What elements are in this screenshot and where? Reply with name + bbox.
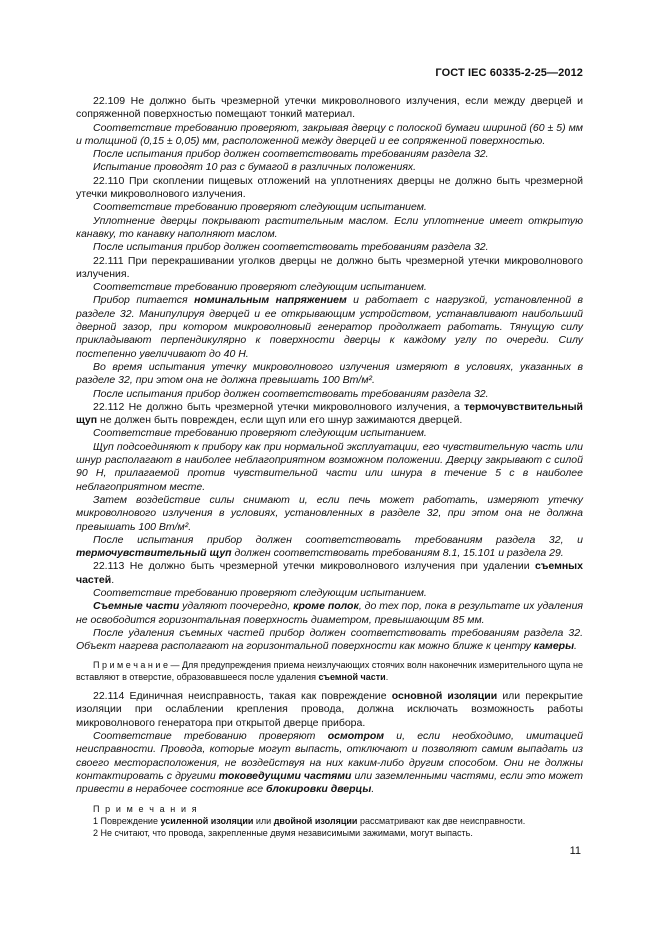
- note-item-2: 2 Не считают, что провода, закрепленные двумя независимыми зажимами, могут выпасть.: [93, 828, 473, 839]
- clause-22-113: 22.113 Не должно быть чрезмерной утечки микроволнового излучения при удалении съемных частей.: [76, 560, 583, 586]
- note-22-113: П р и м е ч а н и е — Для предупреждения приема неизлучающих стоячих волн наконечник измерительного щупа не вставляют в отверстие, образовавшееся после удаления съемной части.: [76, 660, 583, 682]
- clause-22-110-oil: Уплотнение дверцы покрывают растительным маслом. Если уплотнение имеет открытую канавку, то канавку наполняют маслом.: [76, 214, 583, 240]
- document-header: ГОСТ IEC 60335-2-25—2012: [435, 67, 583, 79]
- clause-22-114: 22.114 Единичная неисправность, такая как повреждение основной изоляции или перекрытие изоляции при ослаблении крепления провода, должна исключать возможность работы микроволнового генератора при открытой дверце прибора.: [76, 690, 584, 729]
- clause-22-112-probe: Щуп подсоединяют к прибору как при нормальной эксплуатации, его чувствительную часть или шнур располагают в наиболее неблагоприятном возможном положении. Дверцу закрывают с силой 90 Н, прилагаемой против чувствительной части или шнура в течение 5 с в наиболее неблагоприятном месте.: [76, 440, 583, 493]
- clause-22-111-check: Соответствие требованию проверяют следующим испытанием.: [93, 281, 427, 294]
- document-body: [76, 95, 583, 839]
- clause-22-111-procedure: Прибор питается номинальным напряжением и работает с нагрузкой, установленной в разделе 32. Манипулируя дверцей и ее открывающим устройством, устанавливают наибольший дверной зазор, при котором микроволновый генератор продолжает работать. Тянущую силу прикладывают перпендикулярно к поверхности дверцы к каждому углу по очереди. Силу постепенно увеличивают до 40 Н.: [76, 294, 584, 360]
- clause-22-110-after: После испытания прибор должен соответствовать требованиям раздела 32.: [93, 241, 489, 254]
- clause-22-110-check: Соответствие требованию проверяют следующим испытанием.: [93, 201, 427, 214]
- clause-22-112-check: Соответствие требованию проверяют следующим испытанием.: [93, 427, 427, 440]
- clause-22-109-after: После испытания прибор должен соответствовать требованиям раздела 32.: [93, 148, 489, 161]
- note-item-1: 1 Повреждение усиленной изоляции или двойной изоляции рассматривают как две неисправности.: [93, 816, 526, 827]
- page-number: 11: [569, 845, 581, 857]
- notes-title: П р и м е ч а н и я: [93, 804, 199, 815]
- clause-22-111: 22.111 При перекрашивании уголков дверцы не должно быть чрезмерной утечки микроволнового излучения.: [76, 254, 583, 280]
- clause-22-112-measure: Затем воздействие силы снимают и, если печь может работать, измеряют утечку микроволнового излучения в условиях, установленных в разделе 32, при этом она не должна превышать 100 Вт/м².: [76, 493, 583, 533]
- clause-22-109: 22.109 Не должно быть чрезмерной утечки микроволнового излучения, если между дверцей и сопряженной поверхностью помещают тонкий материал.: [76, 95, 583, 121]
- clause-22-110: 22.110 При скоплении пищевых отложений на уплотнениях дверцы не должно быть чрезмерной утечки микроволнового излучения.: [76, 174, 583, 201]
- clause-22-112-after: После испытания прибор должен соответствовать требованиям раздела 32, и термочувствительный щуп должен соответствовать требованиям 8.1, 15.101 и раздела 29.: [76, 533, 583, 560]
- clause-22-113-remove: Съемные части удаляют поочередно, кроме полок, до тех пор, пока в результате их удаления не освободится горизонтальная поверхность диаметром, превышающим 85 мм.: [76, 600, 584, 626]
- clause-22-109-check: Соответствие требованию проверяют, закрывая дверцу с полоской бумаги шириной (60 ± 5) мм и толщиной (0,15 ± 0,05) мм, расположенной между дверцей и ее сопряженной поверхностью.: [76, 121, 583, 147]
- clause-22-109-repeat: Испытание проводят 10 раз с бумагой в различных положениях.: [93, 161, 417, 174]
- clause-22-113-check: Соответствие требованию проверяют следующим испытанием.: [93, 586, 427, 599]
- clause-22-111-after: После испытания прибор должен соответствовать требованиям раздела 32.: [93, 387, 489, 400]
- clause-22-111-measure: Во время испытания утечку микроволнового излучения измеряют в условиях, указанных в разделе 32, при этом она не должна превышать 100 Вт/м².: [76, 360, 583, 387]
- clause-22-112: 22.112 Не должно быть чрезмерной утечки микроволнового излучения, а термочувствительный щуп не должен быть поврежден, если щуп или его шнур зажимаются дверцей.: [76, 400, 583, 427]
- clause-22-113-after: После удаления съемных частей прибор должен соответствовать требованиям раздела 32. Объект нагрева располагают на горизонтальной поверхности как можно ближе к центру камеры.: [76, 626, 583, 653]
- clause-22-114-check: Соответствие требованию проверяют осмотром и, если необходимо, имитацией неисправности. Провода, которые могут выпасть, отключают и позволяют самим выпадать из своего месторасположения, не воздействуя на них каким-либо другим способом. Они не должны контактировать с другими токоведущими частями или заземленными частями, если это может привести в нерабочее состояние все блокировки дверцы.: [76, 729, 583, 796]
